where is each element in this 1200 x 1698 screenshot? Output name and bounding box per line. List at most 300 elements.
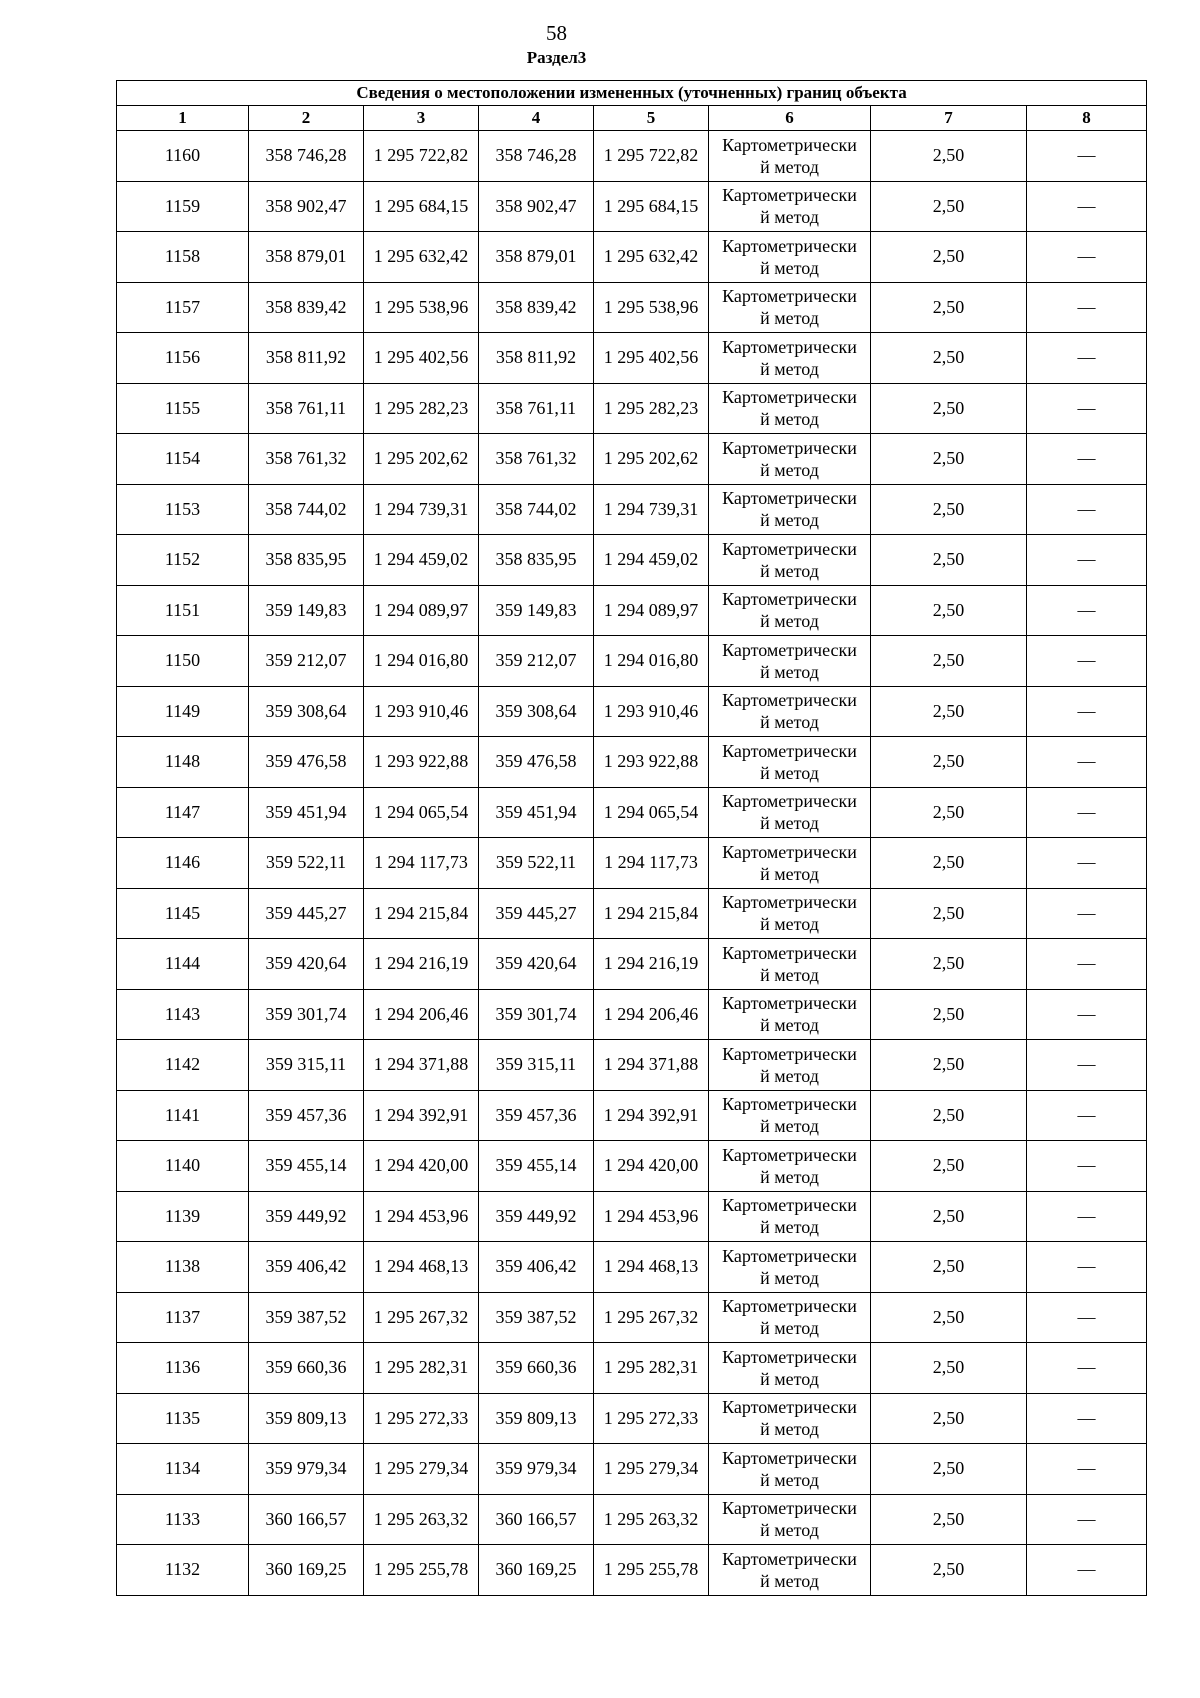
table-row bbox=[117, 1545, 1147, 1596]
x-new-cell: 359 387,52 bbox=[479, 1292, 594, 1343]
method-cell bbox=[709, 181, 871, 232]
y-new-cell: 1 294 089,97 bbox=[594, 585, 709, 636]
x-new-cell: 358 839,42 bbox=[479, 282, 594, 333]
y-coord-cell: 1 295 632,42 bbox=[364, 232, 479, 283]
precision-cell: 2,50 bbox=[871, 1343, 1027, 1394]
y-new-cell: 1 294 392,91 bbox=[594, 1090, 709, 1141]
point-number-cell: 1145 bbox=[117, 888, 249, 939]
method-text-line: й метод bbox=[760, 358, 819, 379]
y-new-cell: 1 294 206,46 bbox=[594, 989, 709, 1040]
method-cell bbox=[709, 1444, 871, 1495]
x-coord-cell: 359 420,64 bbox=[249, 939, 364, 990]
precision-cell: 2,50 bbox=[871, 131, 1027, 182]
x-coord-cell: 359 445,27 bbox=[249, 888, 364, 939]
column-numbers-row bbox=[117, 106, 1147, 131]
table-row bbox=[117, 1494, 1147, 1545]
x-new-cell: 358 761,32 bbox=[479, 434, 594, 485]
table-row bbox=[117, 1141, 1147, 1192]
method-cell bbox=[709, 737, 871, 788]
y-new-cell: 1 294 065,54 bbox=[594, 787, 709, 838]
x-new-cell: 359 809,13 bbox=[479, 1393, 594, 1444]
x-new-cell: 359 406,42 bbox=[479, 1242, 594, 1293]
point-number-cell: 1143 bbox=[117, 989, 249, 1040]
x-new-cell: 359 308,64 bbox=[479, 686, 594, 737]
y-new-cell: 1 295 202,62 bbox=[594, 434, 709, 485]
description-cell: — bbox=[1027, 989, 1147, 1040]
method-text-line: Картометрически bbox=[722, 1447, 857, 1468]
point-number-cell: 1155 bbox=[117, 383, 249, 434]
table-row bbox=[117, 333, 1147, 384]
description-cell: — bbox=[1027, 737, 1147, 788]
precision-cell: 2,50 bbox=[871, 484, 1027, 535]
table-row bbox=[117, 131, 1147, 182]
description-cell: — bbox=[1027, 1343, 1147, 1394]
x-new-cell: 358 835,95 bbox=[479, 535, 594, 586]
point-number-cell: 1159 bbox=[117, 181, 249, 232]
method-text-line: й метод bbox=[760, 1469, 819, 1490]
method-text-line: Картометрически bbox=[722, 134, 857, 155]
x-new-cell: 359 301,74 bbox=[479, 989, 594, 1040]
point-number-cell: 1147 bbox=[117, 787, 249, 838]
method-text-line: й метод bbox=[760, 409, 819, 430]
table-row bbox=[117, 838, 1147, 889]
method-text-line: й метод bbox=[760, 560, 819, 581]
y-coord-cell: 1 294 453,96 bbox=[364, 1191, 479, 1242]
method-text-line: Картометрически bbox=[722, 1498, 857, 1519]
description-cell: — bbox=[1027, 434, 1147, 485]
point-number-cell: 1136 bbox=[117, 1343, 249, 1394]
y-new-cell: 1 294 739,31 bbox=[594, 484, 709, 535]
table-row bbox=[117, 1292, 1147, 1343]
x-new-cell: 358 902,47 bbox=[479, 181, 594, 232]
method-cell bbox=[709, 535, 871, 586]
precision-cell: 2,50 bbox=[871, 1242, 1027, 1293]
method-text-line: Картометрически bbox=[722, 740, 857, 761]
x-new-cell: 358 744,02 bbox=[479, 484, 594, 535]
x-coord-cell: 358 902,47 bbox=[249, 181, 364, 232]
method-cell bbox=[709, 333, 871, 384]
method-text-line: й метод bbox=[760, 459, 819, 480]
section-title: Раздел3 bbox=[526, 48, 587, 67]
method-text-line: Картометрически bbox=[722, 437, 857, 458]
method-text-line: й метод bbox=[760, 712, 819, 733]
y-coord-cell: 1 294 215,84 bbox=[364, 888, 479, 939]
method-text-line: Картометрически bbox=[722, 589, 857, 610]
point-number-cell: 1150 bbox=[117, 636, 249, 687]
method-cell bbox=[709, 1040, 871, 1091]
method-cell bbox=[709, 232, 871, 283]
method-text-line: Картометрически bbox=[722, 1094, 857, 1115]
precision-cell: 2,50 bbox=[871, 939, 1027, 990]
y-new-cell: 1 295 282,31 bbox=[594, 1343, 709, 1394]
x-coord-cell: 359 315,11 bbox=[249, 1040, 364, 1091]
y-coord-cell: 1 293 922,88 bbox=[364, 737, 479, 788]
y-coord-cell: 1 294 216,19 bbox=[364, 939, 479, 990]
method-cell bbox=[709, 838, 871, 889]
precision-cell: 2,50 bbox=[871, 1040, 1027, 1091]
method-text-line: й метод bbox=[760, 1267, 819, 1288]
method-cell bbox=[709, 1292, 871, 1343]
y-new-cell: 1 295 538,96 bbox=[594, 282, 709, 333]
method-text-line: й метод bbox=[760, 863, 819, 884]
column-number: 7 bbox=[871, 106, 1027, 131]
x-coord-cell: 358 879,01 bbox=[249, 232, 364, 283]
y-new-cell: 1 294 216,19 bbox=[594, 939, 709, 990]
method-cell bbox=[709, 1393, 871, 1444]
precision-cell: 2,50 bbox=[871, 787, 1027, 838]
precision-cell: 2,50 bbox=[871, 636, 1027, 687]
y-coord-cell: 1 294 089,97 bbox=[364, 585, 479, 636]
method-cell bbox=[709, 1545, 871, 1596]
description-cell: — bbox=[1027, 1191, 1147, 1242]
y-new-cell: 1 294 420,00 bbox=[594, 1141, 709, 1192]
method-text-line: Картометрически bbox=[722, 1346, 857, 1367]
method-text-line: Картометрически bbox=[722, 1548, 857, 1569]
method-cell bbox=[709, 1343, 871, 1394]
x-new-cell: 359 457,36 bbox=[479, 1090, 594, 1141]
description-cell: — bbox=[1027, 1494, 1147, 1545]
method-cell bbox=[709, 1141, 871, 1192]
point-number-cell: 1132 bbox=[117, 1545, 249, 1596]
description-cell: — bbox=[1027, 535, 1147, 586]
method-text-line: й метод bbox=[760, 661, 819, 682]
method-cell bbox=[709, 434, 871, 485]
x-coord-cell: 358 761,32 bbox=[249, 434, 364, 485]
description-cell: — bbox=[1027, 1040, 1147, 1091]
table-row bbox=[117, 232, 1147, 283]
x-coord-cell: 359 522,11 bbox=[249, 838, 364, 889]
x-new-cell: 358 811,92 bbox=[479, 333, 594, 384]
y-coord-cell: 1 295 255,78 bbox=[364, 1545, 479, 1596]
point-number-cell: 1148 bbox=[117, 737, 249, 788]
point-number-cell: 1157 bbox=[117, 282, 249, 333]
y-new-cell: 1 293 910,46 bbox=[594, 686, 709, 737]
method-cell bbox=[709, 585, 871, 636]
x-new-cell: 359 149,83 bbox=[479, 585, 594, 636]
method-text-line: й метод bbox=[760, 813, 819, 834]
method-text-line: й метод bbox=[760, 207, 819, 228]
method-text-line: Картометрически bbox=[722, 841, 857, 862]
description-cell: — bbox=[1027, 1393, 1147, 1444]
method-text-line: Картометрически bbox=[722, 1195, 857, 1216]
y-coord-cell: 1 295 202,62 bbox=[364, 434, 479, 485]
y-new-cell: 1 293 922,88 bbox=[594, 737, 709, 788]
boundary-coordinates-table bbox=[116, 80, 1147, 1596]
x-coord-cell: 359 809,13 bbox=[249, 1393, 364, 1444]
method-text-line: Картометрически bbox=[722, 690, 857, 711]
x-coord-cell: 358 811,92 bbox=[249, 333, 364, 384]
description-cell: — bbox=[1027, 1090, 1147, 1141]
table-row bbox=[117, 737, 1147, 788]
x-coord-cell: 358 835,95 bbox=[249, 535, 364, 586]
table-row bbox=[117, 686, 1147, 737]
table-row bbox=[117, 1444, 1147, 1495]
point-number-cell: 1158 bbox=[117, 232, 249, 283]
column-number: 3 bbox=[364, 106, 479, 131]
precision-cell: 2,50 bbox=[871, 838, 1027, 889]
point-number-cell: 1146 bbox=[117, 838, 249, 889]
y-coord-cell: 1 295 272,33 bbox=[364, 1393, 479, 1444]
method-text-line: Картометрически bbox=[722, 387, 857, 408]
method-text-line: Картометрически bbox=[722, 1296, 857, 1317]
method-cell bbox=[709, 131, 871, 182]
y-coord-cell: 1 295 538,96 bbox=[364, 282, 479, 333]
point-number-cell: 1133 bbox=[117, 1494, 249, 1545]
method-text-line: Картометрически bbox=[722, 1397, 857, 1418]
point-number-cell: 1156 bbox=[117, 333, 249, 384]
method-text-line: й метод bbox=[760, 1520, 819, 1541]
point-number-cell: 1139 bbox=[117, 1191, 249, 1242]
x-coord-cell: 359 308,64 bbox=[249, 686, 364, 737]
table-row bbox=[117, 636, 1147, 687]
point-number-cell: 1141 bbox=[117, 1090, 249, 1141]
table-row bbox=[117, 1191, 1147, 1242]
x-coord-cell: 359 457,36 bbox=[249, 1090, 364, 1141]
x-coord-cell: 359 449,92 bbox=[249, 1191, 364, 1242]
table-row bbox=[117, 1242, 1147, 1293]
y-coord-cell: 1 295 722,82 bbox=[364, 131, 479, 182]
precision-cell: 2,50 bbox=[871, 1090, 1027, 1141]
x-new-cell: 358 879,01 bbox=[479, 232, 594, 283]
description-cell: — bbox=[1027, 282, 1147, 333]
x-coord-cell: 358 839,42 bbox=[249, 282, 364, 333]
method-cell bbox=[709, 383, 871, 434]
y-new-cell: 1 295 632,42 bbox=[594, 232, 709, 283]
method-cell bbox=[709, 989, 871, 1040]
table-row bbox=[117, 282, 1147, 333]
y-new-cell: 1 295 279,34 bbox=[594, 1444, 709, 1495]
y-new-cell: 1 294 453,96 bbox=[594, 1191, 709, 1242]
x-coord-cell: 359 979,34 bbox=[249, 1444, 364, 1495]
y-new-cell: 1 294 117,73 bbox=[594, 838, 709, 889]
column-number: 2 bbox=[249, 106, 364, 131]
method-cell bbox=[709, 1090, 871, 1141]
y-coord-cell: 1 294 459,02 bbox=[364, 535, 479, 586]
precision-cell: 2,50 bbox=[871, 282, 1027, 333]
x-coord-cell: 359 406,42 bbox=[249, 1242, 364, 1293]
method-text-line: Картометрически bbox=[722, 791, 857, 812]
method-text-line: й метод bbox=[760, 510, 819, 531]
description-cell: — bbox=[1027, 787, 1147, 838]
precision-cell: 2,50 bbox=[871, 989, 1027, 1040]
table-row bbox=[117, 181, 1147, 232]
precision-cell: 2,50 bbox=[871, 585, 1027, 636]
y-new-cell: 1 295 272,33 bbox=[594, 1393, 709, 1444]
y-coord-cell: 1 295 279,34 bbox=[364, 1444, 479, 1495]
x-coord-cell: 359 301,74 bbox=[249, 989, 364, 1040]
y-coord-cell: 1 294 065,54 bbox=[364, 787, 479, 838]
precision-cell: 2,50 bbox=[871, 1191, 1027, 1242]
precision-cell: 2,50 bbox=[871, 1545, 1027, 1596]
table-row bbox=[117, 1343, 1147, 1394]
y-coord-cell: 1 294 016,80 bbox=[364, 636, 479, 687]
description-cell: — bbox=[1027, 1242, 1147, 1293]
method-text-line: й метод bbox=[760, 1116, 819, 1137]
table-row bbox=[117, 383, 1147, 434]
y-new-cell: 1 294 371,88 bbox=[594, 1040, 709, 1091]
y-coord-cell: 1 294 206,46 bbox=[364, 989, 479, 1040]
page-number: 58 bbox=[546, 21, 567, 45]
method-text-line: й метод bbox=[760, 1570, 819, 1591]
y-new-cell: 1 295 263,32 bbox=[594, 1494, 709, 1545]
description-cell: — bbox=[1027, 1545, 1147, 1596]
description-cell: — bbox=[1027, 939, 1147, 990]
method-cell bbox=[709, 787, 871, 838]
description-cell: — bbox=[1027, 585, 1147, 636]
x-new-cell: 359 445,27 bbox=[479, 888, 594, 939]
description-cell: — bbox=[1027, 1141, 1147, 1192]
precision-cell: 2,50 bbox=[871, 1292, 1027, 1343]
y-coord-cell: 1 294 392,91 bbox=[364, 1090, 479, 1141]
y-coord-cell: 1 294 468,13 bbox=[364, 1242, 479, 1293]
precision-cell: 2,50 bbox=[871, 383, 1027, 434]
method-text-line: й метод bbox=[760, 762, 819, 783]
x-coord-cell: 359 451,94 bbox=[249, 787, 364, 838]
description-cell: — bbox=[1027, 232, 1147, 283]
y-coord-cell: 1 294 739,31 bbox=[364, 484, 479, 535]
x-new-cell: 359 449,92 bbox=[479, 1191, 594, 1242]
column-number: 5 bbox=[594, 106, 709, 131]
x-new-cell: 359 420,64 bbox=[479, 939, 594, 990]
y-new-cell: 1 295 255,78 bbox=[594, 1545, 709, 1596]
x-new-cell: 360 166,57 bbox=[479, 1494, 594, 1545]
method-text-line: Картометрически bbox=[722, 993, 857, 1014]
column-number: 4 bbox=[479, 106, 594, 131]
y-coord-cell: 1 294 371,88 bbox=[364, 1040, 479, 1091]
x-new-cell: 359 212,07 bbox=[479, 636, 594, 687]
precision-cell: 2,50 bbox=[871, 1444, 1027, 1495]
method-text-line: й метод bbox=[760, 1318, 819, 1339]
method-text-line: Картометрически bbox=[722, 1043, 857, 1064]
table-row bbox=[117, 787, 1147, 838]
method-cell bbox=[709, 636, 871, 687]
method-text-line: й метод bbox=[760, 1217, 819, 1238]
x-new-cell: 359 660,36 bbox=[479, 1343, 594, 1394]
x-new-cell: 358 761,11 bbox=[479, 383, 594, 434]
method-text-line: й метод bbox=[760, 1015, 819, 1036]
point-number-cell: 1142 bbox=[117, 1040, 249, 1091]
table-row bbox=[117, 989, 1147, 1040]
x-coord-cell: 359 212,07 bbox=[249, 636, 364, 687]
method-cell bbox=[709, 1191, 871, 1242]
y-coord-cell: 1 295 263,32 bbox=[364, 1494, 479, 1545]
point-number-cell: 1149 bbox=[117, 686, 249, 737]
column-number: 6 bbox=[709, 106, 871, 131]
x-coord-cell: 358 761,11 bbox=[249, 383, 364, 434]
table-row bbox=[117, 585, 1147, 636]
method-text-line: Картометрически bbox=[722, 942, 857, 963]
precision-cell: 2,50 bbox=[871, 232, 1027, 283]
description-cell: — bbox=[1027, 838, 1147, 889]
method-text-line: й метод bbox=[760, 611, 819, 632]
description-cell: — bbox=[1027, 484, 1147, 535]
y-new-cell: 1 294 468,13 bbox=[594, 1242, 709, 1293]
method-text-line: Картометрически bbox=[722, 235, 857, 256]
y-coord-cell: 1 295 267,32 bbox=[364, 1292, 479, 1343]
x-coord-cell: 359 455,14 bbox=[249, 1141, 364, 1192]
method-text-line: й метод bbox=[760, 1166, 819, 1187]
method-text-line: й метод bbox=[760, 156, 819, 177]
point-number-cell: 1153 bbox=[117, 484, 249, 535]
description-cell: — bbox=[1027, 383, 1147, 434]
x-new-cell: 359 315,11 bbox=[479, 1040, 594, 1091]
precision-cell: 2,50 bbox=[871, 1494, 1027, 1545]
x-coord-cell: 359 660,36 bbox=[249, 1343, 364, 1394]
method-text-line: й метод bbox=[760, 914, 819, 935]
method-text-line: Картометрически bbox=[722, 488, 857, 509]
point-number-cell: 1160 bbox=[117, 131, 249, 182]
method-cell bbox=[709, 282, 871, 333]
x-new-cell: 359 476,58 bbox=[479, 737, 594, 788]
description-cell: — bbox=[1027, 686, 1147, 737]
y-new-cell: 1 295 684,15 bbox=[594, 181, 709, 232]
y-coord-cell: 1 295 282,31 bbox=[364, 1343, 479, 1394]
point-number-cell: 1135 bbox=[117, 1393, 249, 1444]
description-cell: — bbox=[1027, 131, 1147, 182]
point-number-cell: 1151 bbox=[117, 585, 249, 636]
method-text-line: й метод bbox=[760, 257, 819, 278]
column-number: 1 bbox=[117, 106, 249, 131]
x-coord-cell: 358 744,02 bbox=[249, 484, 364, 535]
method-cell bbox=[709, 1242, 871, 1293]
x-new-cell: 358 746,28 bbox=[479, 131, 594, 182]
table-row bbox=[117, 535, 1147, 586]
x-coord-cell: 360 169,25 bbox=[249, 1545, 364, 1596]
precision-cell: 2,50 bbox=[871, 181, 1027, 232]
y-new-cell: 1 294 459,02 bbox=[594, 535, 709, 586]
y-coord-cell: 1 295 684,15 bbox=[364, 181, 479, 232]
precision-cell: 2,50 bbox=[871, 535, 1027, 586]
method-cell bbox=[709, 484, 871, 535]
table-row bbox=[117, 434, 1147, 485]
y-new-cell: 1 295 267,32 bbox=[594, 1292, 709, 1343]
method-text-line: й метод bbox=[760, 308, 819, 329]
precision-cell: 2,50 bbox=[871, 1393, 1027, 1444]
table-row bbox=[117, 1040, 1147, 1091]
y-coord-cell: 1 293 910,46 bbox=[364, 686, 479, 737]
x-coord-cell: 360 166,57 bbox=[249, 1494, 364, 1545]
y-new-cell: 1 295 282,23 bbox=[594, 383, 709, 434]
x-coord-cell: 359 476,58 bbox=[249, 737, 364, 788]
precision-cell: 2,50 bbox=[871, 737, 1027, 788]
precision-cell: 2,50 bbox=[871, 434, 1027, 485]
table-row bbox=[117, 1090, 1147, 1141]
method-text-line: Картометрически bbox=[722, 185, 857, 206]
table-row bbox=[117, 939, 1147, 990]
method-text-line: й метод bbox=[760, 1368, 819, 1389]
method-text-line: Картометрически bbox=[722, 1144, 857, 1165]
precision-cell: 2,50 bbox=[871, 1141, 1027, 1192]
point-number-cell: 1137 bbox=[117, 1292, 249, 1343]
y-new-cell: 1 295 402,56 bbox=[594, 333, 709, 384]
table-body bbox=[117, 131, 1147, 1596]
y-coord-cell: 1 295 402,56 bbox=[364, 333, 479, 384]
description-cell: — bbox=[1027, 636, 1147, 687]
x-coord-cell: 359 149,83 bbox=[249, 585, 364, 636]
description-cell: — bbox=[1027, 333, 1147, 384]
method-text-line: й метод bbox=[760, 1419, 819, 1440]
point-number-cell: 1134 bbox=[117, 1444, 249, 1495]
precision-cell: 2,50 bbox=[871, 888, 1027, 939]
method-cell bbox=[709, 1494, 871, 1545]
x-new-cell: 359 451,94 bbox=[479, 787, 594, 838]
y-new-cell: 1 295 722,82 bbox=[594, 131, 709, 182]
method-cell bbox=[709, 686, 871, 737]
method-text-line: Картометрически bbox=[722, 286, 857, 307]
description-cell: — bbox=[1027, 888, 1147, 939]
x-new-cell: 359 522,11 bbox=[479, 838, 594, 889]
method-text-line: Картометрически bbox=[722, 892, 857, 913]
